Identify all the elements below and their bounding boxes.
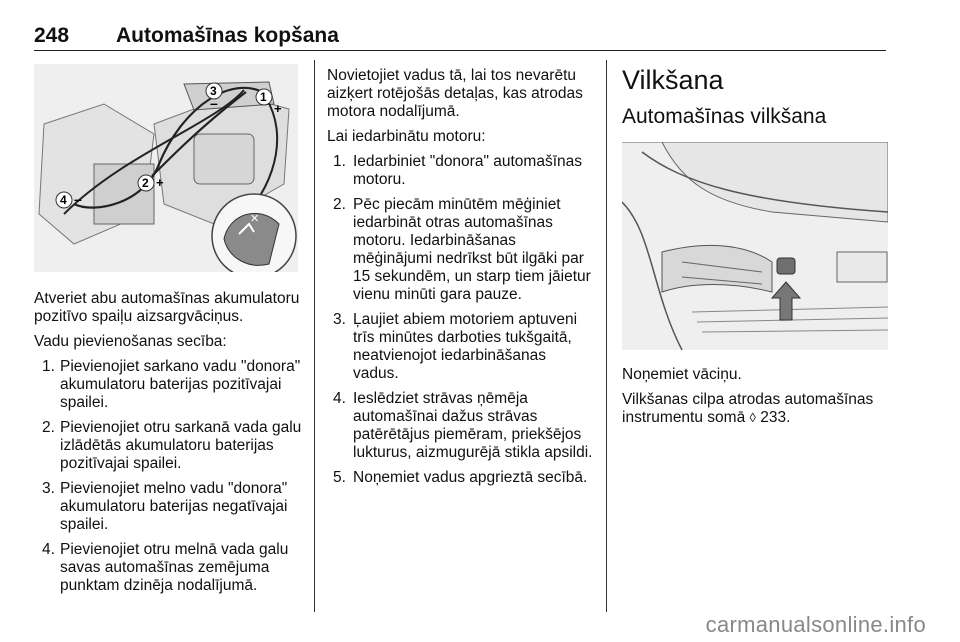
engine-start-steps [327,153,593,487]
engine-bay-drawing [34,64,298,272]
column-divider [606,60,607,612]
svg-text:+: + [274,101,282,116]
running-title: Automašīnas kopšana [116,24,339,47]
bumper-drawing [622,142,888,350]
column-right [622,64,888,434]
page-number: 248 [34,24,70,47]
list-item: 1. Iedarbiniet "donora" automašīnas motoru. [333,153,583,188]
towing-eye-location: Vilkšanas cilpa atrodas automašīnas instrumentu somā ◊ 233. [622,391,874,426]
column-left [34,64,306,602]
cable-order-label: Vadu pievienošanas secība: [34,333,227,350]
figure-caption: Noņemiet vāciņu. [622,366,742,383]
list-item: 4. Ieslēdziet strāvas ņēmēja automašīnai dažus strāvas patērētājus piemēram, priekšējos lukturus, aizmugurējā stikla apsildi. [333,390,593,461]
callout-label: 4 [60,193,67,207]
cable-placement-paragraph: Novietojiet vadus tā, lai tos nevarētu aizķert rotējošās detaļas, kas atrodas motora nodalījumā. [327,67,583,120]
callout-label: 2 [142,176,149,190]
towing-eye-cover-illustration [622,142,888,350]
list-item: 3. Ļaujiet abiem motoriem aptuveni trīs minūtes darboties tukšgaitā, neatvienojot iedarbināšanas vadus. [333,311,578,382]
start-engine-label: Lai iedarbinātu motoru: [327,128,486,145]
column-divider [314,60,315,612]
jump-start-illustration [34,64,298,272]
callout-label: 3 [210,84,217,98]
list-item: 4. Pievienojiet otru melnā vada galu savas automašīnas zemējuma punktam dzinēja nodalījumā. [42,541,289,594]
svg-text:–: – [74,191,82,207]
cable-connection-steps [34,358,306,595]
page-header [34,20,886,51]
list-item: 5. Noņemiet vadus apgrieztā secībā. [333,469,588,486]
intro-paragraph: Atveriet abu automašīnas akumulatoru pozitīvo spaiļu aizsargvāciņus. [34,290,300,325]
list-item: 2. Pievienojiet otru sarkanā vada galu izlādētās akumulatoru baterijas pozitīvajai spailei. [42,419,302,472]
subsection-heading: Automašīnas vilkšana [622,105,827,128]
list-item: 3. Pievienojiet melno vadu "donora" akumulatoru baterijas negatīvajai spailei. [42,480,288,533]
page-reference[interactable]: 233. [760,409,791,426]
list-item: 1. Pievienojiet sarkano vadu "donora" akumulatoru baterijas pozitīvajai spailei. [42,358,301,411]
section-heading: Vilkšana [622,65,724,95]
callout-label: 1 [260,90,267,104]
svg-text:✕: ✕ [250,213,260,225]
svg-text:+: + [156,175,164,190]
list-item: 2. Pēc piecām minūtēm mēģiniet iedarbināt otras automašīnas motoru. Iedarbināšanas mēģinājumi nedrīkst būt ilgāki par 15 sekundēm, un starp tiem jāietur vienu minūti gara pauze. [333,196,591,303]
svg-text:–: – [210,95,218,111]
page-reference-icon: ◊ [749,410,756,425]
column-middle [327,67,593,494]
watermark: carmanualsonline.info [705,612,926,637]
